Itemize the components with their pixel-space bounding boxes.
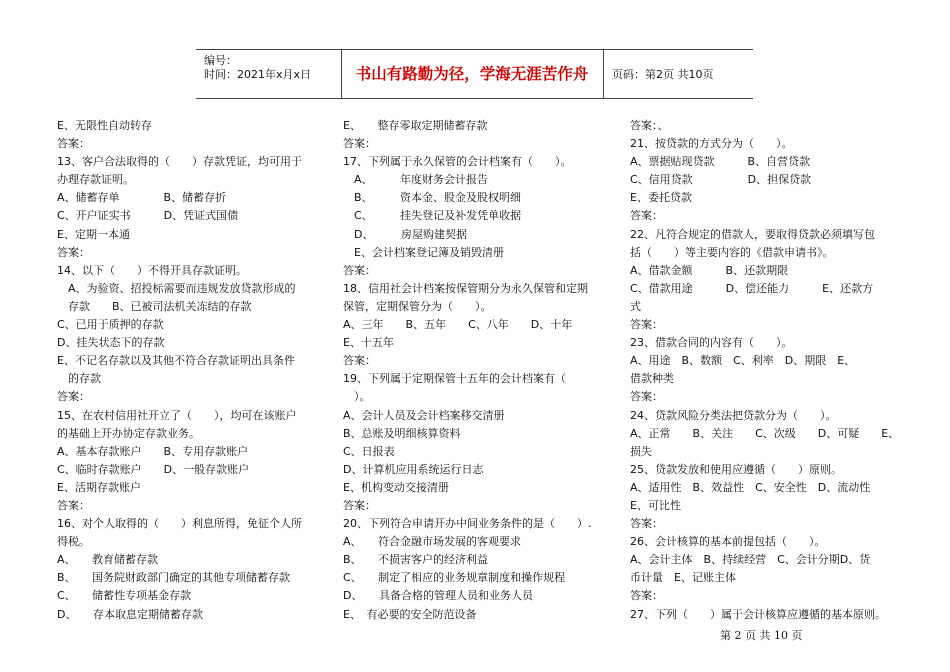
- header-page-cell: [604, 50, 753, 98]
- header-page-label: 页码：第2页 共10页: [612, 68, 714, 81]
- text-line: B、 不损害客户的经济利益: [343, 553, 489, 567]
- text-line: A、基本存款账户 B、专用存款账户: [57, 444, 249, 458]
- text-line: C、已用于质押的存款: [57, 318, 164, 332]
- text-line: A、正常 B、关注 C、次级 D、可疑 E、: [630, 426, 900, 440]
- text-line: B、总账及明细核算资料: [343, 426, 461, 440]
- text-line: 26、会计核算的基本前提包括（ ）。: [630, 535, 826, 549]
- text-line: 存款 B、已被司法机关冻结的存款: [57, 299, 252, 313]
- text-line: 答案：: [57, 245, 90, 259]
- text-line: E、机构变动交接清册: [343, 480, 449, 494]
- text-line: 答案：: [630, 517, 663, 531]
- header-time-label: 时间：2021年x月x日: [204, 68, 312, 81]
- text-line: 16、对个人取得的（ ）利息所得，免征个人所: [57, 517, 302, 531]
- text-column-left: [57, 117, 329, 624]
- text-line: C、开户证实书 D、凭证式国债: [57, 209, 239, 223]
- text-line: A、票据贴现贷款 B、自营贷款: [630, 155, 811, 169]
- text-line: E、活期存款账户: [57, 480, 141, 494]
- text-column-middle: [343, 117, 613, 624]
- text-line: B、 资本金、股金及股权明细: [343, 191, 522, 205]
- text-line: A、为验资、招投标需要而违规发放贷款形成的: [57, 281, 296, 295]
- text-line: 答案：: [343, 354, 376, 368]
- text-line: D、 具备合格的管理人员和业务人员: [343, 589, 533, 603]
- text-line: 答案：: [630, 318, 663, 332]
- text-line: D、 存本取息定期储蓄存款: [57, 607, 203, 621]
- text-line: E、无限性自动转存: [57, 119, 152, 132]
- text-line: 办理存款证明。: [57, 173, 134, 187]
- text-line: 27、下列（ ）属于会计核算应遵循的基本原则。: [630, 607, 886, 621]
- text-line: E、不记名存款以及其他不符合存款证明出具条件: [57, 354, 295, 368]
- text-line: C、借款用途 D、偿还能力 E、还款方: [630, 281, 874, 295]
- text-line: 答案：: [57, 390, 90, 404]
- text-line: C、 储蓄性专项基金存款: [57, 589, 192, 603]
- text-line: A、会计人员及会计档案移交清册: [343, 408, 505, 422]
- text-line: 答案：: [343, 137, 376, 151]
- text-line: E、 有必要的安全防范设备: [343, 607, 477, 621]
- text-line: E、十五年: [343, 336, 394, 350]
- text-line: 21、按贷款的方式分为（ ）。: [630, 137, 793, 151]
- text-line: 19、下列属于定期保管十五年的会计档案有（: [343, 372, 566, 386]
- text-line: C、临时存款账户 D、一般存款账户: [57, 462, 250, 476]
- text-line: 答案：: [630, 390, 663, 404]
- text-line: A、三年 B、五年 C、八年 D、十年: [343, 318, 573, 332]
- text-line: D、计算机应用系统运行日志: [343, 462, 484, 476]
- text-line: 得税。: [57, 535, 90, 549]
- page-footer: 第 2 页 共 10 页: [720, 629, 803, 642]
- text-line: C、日报表: [343, 444, 395, 458]
- text-line: C、信用贷款 D、担保贷款: [630, 173, 812, 187]
- text-line: 23、借款合同的内容有（ ）。: [630, 336, 793, 350]
- text-line: A、借款金额 B、还款期限: [630, 263, 789, 277]
- text-line: E、会计档案登记簿及销毁清册: [343, 245, 504, 259]
- text-line: 20、下列符合申请开办中间业务条件的是（ ）.: [343, 517, 592, 531]
- text-line: 答案：: [57, 498, 90, 512]
- text-line: A、储蓄存单 B、储蓄存折: [57, 191, 227, 205]
- text-line: 18、信用社会计档案按保管期分为永久保管和定期: [343, 281, 588, 295]
- text-line: 25、贷款发放和使用应遵循（ ）原则。: [630, 462, 842, 476]
- header-motto: 书山有路勤为径，学海无涯苦作舟: [355, 65, 589, 83]
- text-line: D、 房屋购建契据: [343, 227, 467, 241]
- text-line: 22、凡符合规定的借款人，要取得贷款必须填写包: [630, 227, 875, 241]
- header-meta-cell: [196, 50, 342, 98]
- text-line: A、 教育储蓄存款: [57, 553, 159, 567]
- text-line: 的存款: [57, 372, 101, 386]
- text-line: ）。: [343, 390, 371, 404]
- page-header: [196, 49, 753, 99]
- text-line: 15、在农村信用社开立了（ ），均可在该账户: [57, 408, 297, 422]
- header-motto-cell: [341, 50, 604, 98]
- text-line: D、挂失状态下的存款: [57, 336, 165, 350]
- header-number-label: 编号：: [204, 54, 237, 67]
- text-line: A、 符合金融市场发展的客观要求: [343, 535, 522, 549]
- text-line: A、适用性 B、效益性 C、安全性 D、流动性: [630, 480, 871, 494]
- text-line: 13、客户合法取得的（ ）存款凭证，均可用于: [57, 155, 302, 169]
- text-line: E、可比性: [630, 498, 681, 512]
- text-line: E、 整存零取定期储蓄存款: [343, 119, 488, 132]
- text-line: E、定期一本通: [57, 227, 130, 241]
- text-line: 保管，定期保管分为（ ）。: [343, 299, 492, 313]
- text-line: 14、以下（ ）不得开具存款证明。: [57, 263, 247, 277]
- text-line: 损失: [630, 444, 652, 458]
- text-line: 式: [630, 299, 641, 313]
- text-line: A、 年度财务会计报告: [343, 173, 489, 187]
- text-line: 币计量 E、记账主体: [630, 571, 736, 585]
- text-line: 17、下列属于永久保管的会计档案有（ ）。: [343, 155, 572, 169]
- text-line: 24、贷款风险分类法把贷款分为（ ）。: [630, 408, 837, 422]
- text-column-right: [630, 117, 900, 624]
- text-line: 答案：: [343, 263, 376, 277]
- text-line: 答案：: [630, 589, 663, 603]
- text-line: A、用途 B、数额 C、利率 D、期限 E、: [630, 354, 856, 368]
- text-line: C、 制定了相应的业务规章制度和操作规程: [343, 571, 566, 585]
- text-line: A、会计主体 B、持续经营 C、会计分期D、货: [630, 553, 871, 567]
- text-line: 答案：: [343, 498, 376, 512]
- text-line: 括（ ）等主要内容的《借款申请书》。: [630, 245, 834, 259]
- text-line: E、委托贷款: [630, 191, 692, 205]
- text-line: 借款种类: [630, 372, 674, 386]
- text-line: 答案：、: [630, 119, 669, 132]
- text-line: 答案：: [57, 137, 90, 151]
- text-line: C、 挂失登记及补发凭单收据: [343, 209, 522, 223]
- text-line: B、 国务院财政部门确定的其他专项储蓄存款: [57, 571, 291, 585]
- text-line: 的基础上开办协定存款业务。: [57, 426, 200, 440]
- text-line: 答案：: [630, 209, 663, 223]
